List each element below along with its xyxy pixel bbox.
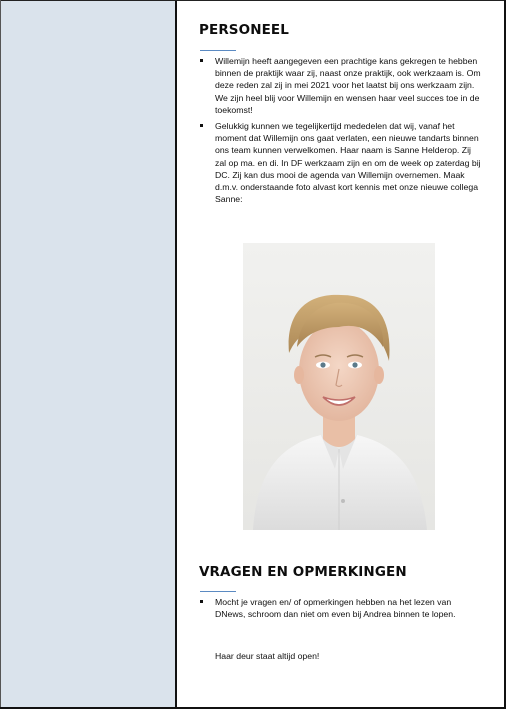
portrait-photo	[243, 243, 435, 530]
personeel-bullet-list	[199, 55, 481, 209]
bullet-text: Gelukkig kunnen we tegelijkertijd mededelen dat wij, vanaf het moment dat Willemijn ons gaat verlaten, een nieuwe tandarts binnen ons team kunnen verwelkomen. Haar naam is Sanne Helderop. Zij zal op ma. en di. In DF werkzaam zijn en om de week op zaterdag bij DC. Zij kan dus mooi de agenda van Willemijn overnemen. Maak d.m.v. onderstaande foto alvast kort kennis met onze nieuwe collega Sanne:	[215, 121, 481, 205]
list-item	[199, 596, 481, 620]
page-border-left	[0, 0, 1, 709]
bullet-icon	[200, 59, 203, 62]
list-item	[199, 120, 481, 205]
list-item	[199, 55, 481, 116]
bullet-text: Willemijn heeft aangegeven een prachtige kans gekregen te hebben binnen de praktijk waar zij, naast onze praktijk, ook werkzaam is. Om deze reden zal zij in mei 2021 voor het laatst bij ons werkzaam zijn. We zijn heel blij voor Willemijn en wensen haar veel succes toe in de toekomst!	[215, 56, 481, 115]
bullet-icon	[200, 600, 203, 603]
section-title-personeel: PERSONEEL	[199, 22, 289, 38]
main-content	[199, 0, 481, 709]
vragen-bullet-list	[199, 596, 481, 624]
portrait-illustration	[243, 243, 435, 530]
title-rule	[200, 50, 236, 51]
side-panel	[0, 0, 177, 709]
title-rule	[200, 591, 236, 592]
followup-text: Haar deur staat altijd open!	[215, 651, 320, 661]
section-title-vragen: VRAGEN EN OPMERKINGEN	[199, 564, 407, 580]
bullet-icon	[200, 124, 203, 127]
bullet-text: Mocht je vragen en/ of opmerkingen hebben na het lezen van DNews, schroom dan niet om even bij Andrea binnen te lopen.	[215, 597, 456, 620]
